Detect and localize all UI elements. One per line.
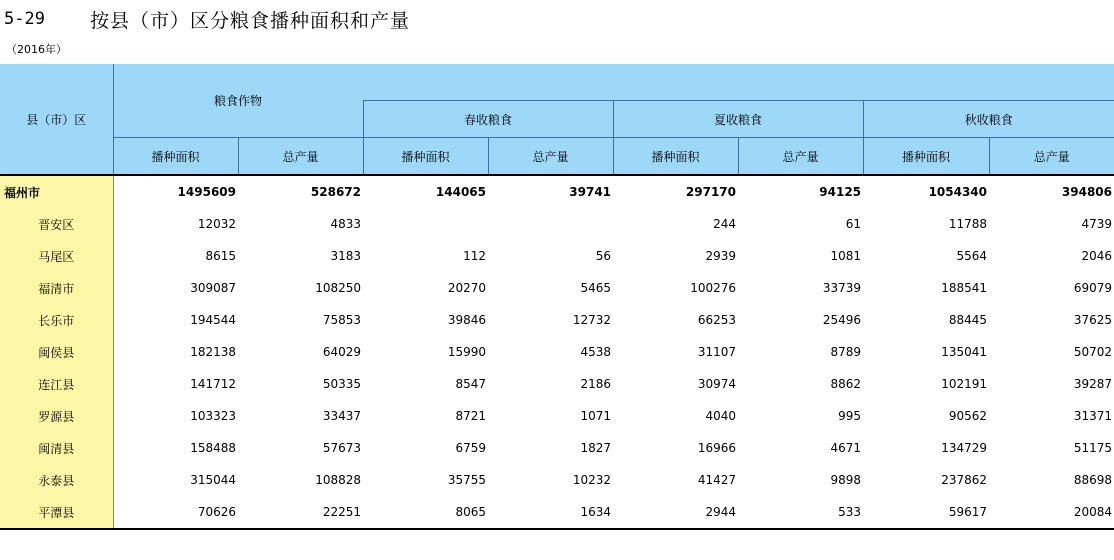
table-cell: 30974: [697, 377, 737, 391]
year-note: （2016年）: [6, 43, 67, 56]
table-cell: 135041: [941, 345, 988, 359]
table-cell: 39287: [1073, 377, 1113, 391]
table-cell: 39846: [447, 313, 487, 327]
table-row: [0, 272, 1114, 304]
table-row: [0, 368, 1114, 400]
table-cell: 1495609: [177, 185, 236, 199]
table-cell: 995: [838, 409, 862, 423]
table-cell: 8789: [830, 345, 862, 359]
table-cell: 4671: [830, 441, 862, 455]
table-cell: 141712: [190, 377, 236, 391]
table-cell: 4833: [330, 217, 362, 231]
table-cell: 16966: [697, 441, 737, 455]
region-name: 闽清县: [0, 432, 113, 464]
grain-table: [0, 64, 1114, 530]
table-cell: 64029: [322, 345, 362, 359]
table-cell: 134729: [941, 441, 988, 455]
table-cell: 158488: [190, 441, 236, 455]
table-cell: 1071: [580, 409, 612, 423]
table-cell: 237862: [941, 473, 988, 487]
table-cell: 103323: [190, 409, 236, 423]
table-cell: 182138: [190, 345, 236, 359]
table-cell: 394806: [1061, 185, 1113, 199]
table-cell: 108250: [315, 281, 362, 295]
table-row: [0, 464, 1114, 496]
table-cell: 61: [845, 217, 862, 231]
summer-output-header: 总产量: [738, 138, 863, 176]
table-cell: 66253: [697, 313, 737, 327]
table-cell: 6759: [455, 441, 487, 455]
table-cell: 37625: [1073, 313, 1113, 327]
autumn-output-header: 总产量: [989, 138, 1114, 176]
grain-total-header: 粮食作物: [113, 64, 363, 138]
table-cell: 50335: [322, 377, 362, 391]
table-cell: 12032: [197, 217, 236, 231]
table-cell: 1634: [488, 496, 613, 529]
table-row: [0, 432, 1114, 464]
table-cell: 70626: [113, 496, 238, 529]
table-cell: 5465: [580, 281, 612, 295]
table-cell: 31107: [697, 345, 737, 359]
table-cell: 4040: [705, 409, 737, 423]
region-name: 马尾区: [0, 240, 113, 272]
table-cell: 1054340: [928, 185, 988, 199]
table-cell: 309087: [190, 281, 236, 295]
table-title: [4, 4, 410, 34]
table-row: [0, 175, 1114, 208]
region-name: 福州市: [0, 175, 113, 208]
table-cell: 69079: [1073, 281, 1113, 295]
region-name: 晋安区: [0, 208, 113, 240]
table-cell: 528672: [310, 185, 362, 199]
summer-grain-header: 夏收粮食: [613, 101, 863, 138]
table-row: [0, 400, 1114, 432]
autumn-grain-header: 秋收粮食: [863, 101, 1114, 138]
table-cell: 90562: [948, 409, 988, 423]
region-name: 长乐市: [0, 304, 113, 336]
table-cell: 41427: [697, 473, 737, 487]
table-cell: 4538: [580, 345, 612, 359]
table-cell: 2939: [705, 249, 737, 263]
table-cell: 102191: [941, 377, 988, 391]
table-cell: 244: [713, 217, 737, 231]
table-cell: 94125: [819, 185, 862, 199]
spring-grain-header: 春收粮食: [363, 101, 613, 138]
table-cell: 10232: [572, 473, 612, 487]
table-cell: 5564: [956, 249, 988, 263]
table-cell: 50702: [1073, 345, 1113, 359]
region-name: 福清市: [0, 272, 113, 304]
region-name: 永泰县: [0, 464, 113, 496]
table-row: [0, 240, 1114, 272]
table-cell: 8862: [830, 377, 862, 391]
table-cell: 20084: [989, 496, 1114, 529]
table-cell: 33437: [322, 409, 362, 423]
table-cell: 2944: [613, 496, 738, 529]
table-cell: 8065: [363, 496, 488, 529]
table-cell: 35755: [447, 473, 487, 487]
table-cell: 8721: [455, 409, 487, 423]
table-cell: 20270: [447, 281, 487, 295]
summer-area-header: 播种面积: [613, 138, 738, 176]
spring-output-header: 总产量: [488, 138, 613, 176]
table-row: [0, 496, 1114, 529]
table-cell: 1827: [580, 441, 612, 455]
page-title: 按县（市）区分粮食播种面积和产量: [90, 9, 411, 32]
region-column-header: 县（市）区: [0, 64, 113, 175]
region-name: 闽侯县: [0, 336, 113, 368]
table-cell: [363, 208, 488, 240]
table-cell: 533: [738, 496, 863, 529]
table-cell: 9898: [830, 473, 862, 487]
table-number: 5-29: [4, 9, 45, 29]
table-cell: 108828: [315, 473, 362, 487]
table-cell: 11788: [948, 217, 988, 231]
table-cell: 8547: [455, 377, 487, 391]
table-cell: 4739: [1081, 217, 1113, 231]
table-cell: 194544: [190, 313, 236, 327]
table-cell: 297170: [685, 185, 737, 199]
region-name: 平潭县: [0, 496, 113, 529]
table-cell: 144065: [435, 185, 487, 199]
autumn-area-header: 播种面积: [863, 138, 989, 176]
table-cell: 51175: [1073, 441, 1113, 455]
table-cell: 3183: [330, 249, 362, 263]
table-cell: 31371: [1073, 409, 1113, 423]
table-cell: 188541: [941, 281, 988, 295]
table-cell: 33739: [822, 281, 862, 295]
table-cell: 2046: [1081, 249, 1113, 263]
table-cell: 57673: [322, 441, 362, 455]
region-name: 罗源县: [0, 400, 113, 432]
table-cell: 8615: [205, 249, 236, 263]
total-output-header: 总产量: [238, 138, 363, 176]
table-cell: 59617: [863, 496, 989, 529]
table-cell: 75853: [322, 313, 362, 327]
spring-area-header: 播种面积: [363, 138, 488, 176]
table-cell: 22251: [238, 496, 363, 529]
total-area-header: 播种面积: [113, 138, 238, 176]
table-row: [0, 208, 1114, 240]
table-cell: 56: [595, 249, 612, 263]
table-cell: 15990: [447, 345, 487, 359]
table-row: [0, 336, 1114, 368]
table-cell: 112: [463, 249, 487, 263]
table-cell: 100276: [690, 281, 737, 295]
table-cell: 25496: [822, 313, 862, 327]
table-row: [0, 304, 1114, 336]
table-cell: 1081: [830, 249, 862, 263]
table-cell: [488, 208, 613, 240]
region-name: 连江县: [0, 368, 113, 400]
header-spacer: [363, 64, 1114, 101]
table-cell: 12732: [572, 313, 612, 327]
table-cell: 39741: [569, 185, 612, 199]
table-cell: 315044: [190, 473, 236, 487]
table-cell: 88445: [948, 313, 988, 327]
table-cell: 88698: [1073, 473, 1113, 487]
table-cell: 2186: [580, 377, 612, 391]
